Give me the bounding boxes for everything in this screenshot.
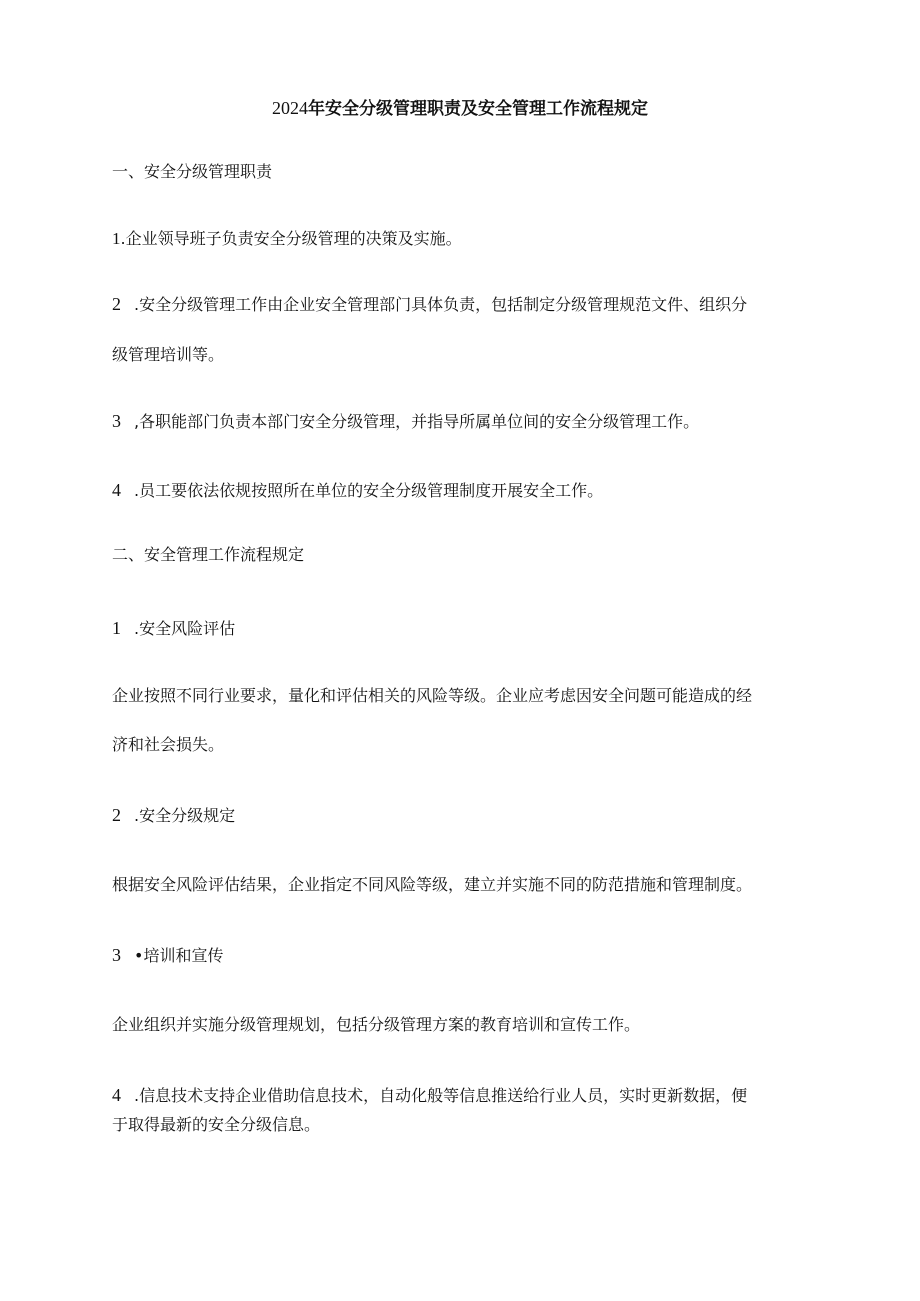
s2-item1-body-cont: 济和社会损失。	[112, 735, 225, 754]
s2-item1-num: 1	[112, 618, 121, 638]
s2-item3-num: 3	[112, 945, 121, 965]
section2-heading: 二、安全管理工作流程规定	[112, 545, 305, 564]
s1-item1-text: .企业领导班子负责安全分级管理的决策及实施。	[120, 229, 462, 248]
title-year: 2024	[272, 98, 308, 118]
s2-item1-heading	[112, 618, 808, 639]
s2-item2-num: 2	[112, 805, 121, 825]
s2-item4-title: .信息技术支持企业借助信息技术，自动化般等信息推送给行业人员，实时更新数据，便	[134, 1086, 748, 1105]
s2-item3-heading	[112, 945, 808, 966]
s1-item4-text: .员工要依法依规按照所在单位的安全分级管理制度开展安全工作。	[134, 481, 604, 500]
document-title	[0, 97, 920, 120]
s1-item1-num: 1	[112, 229, 121, 248]
s1-item2-cont: 级管理培训等。	[112, 345, 225, 364]
s2-item4-body-cont: 于取得最新的安全分级信息。	[112, 1115, 321, 1134]
s2-item3-title: •培训和宣传	[134, 946, 224, 965]
s1-item3	[112, 411, 808, 432]
s2-item2-body: 根据安全风险评估结果，企业指定不同风险等级，建立并实施不同的防范措施和管理制度。	[112, 875, 753, 894]
s2-item1-title: .安全风险评估	[134, 619, 236, 638]
s1-item2-text: .安全分级管理工作由企业安全管理部门具体负责，包括制定分级管理规范文件、组织分	[134, 295, 748, 314]
title-text: 年安全分级管理职责及安全管理工作流程规定	[308, 99, 648, 119]
s2-item1-body: 企业按照不同行业要求，量化和评估相关的风险等级。企业应考虑因安全问题可能造成的经	[112, 686, 753, 705]
s1-item2-num: 2	[112, 294, 121, 314]
section1-heading: 一、安全分级管理职责	[112, 162, 273, 181]
s1-item3-text: ,各职能部门负责本部门安全分级管理，并指导所属单位间的安全分级管理工作。	[134, 412, 700, 431]
s2-item4-heading	[112, 1085, 808, 1106]
s2-item2-heading	[112, 805, 808, 826]
s2-item4-num: 4	[112, 1085, 121, 1105]
s2-item3-body: 企业组织并实施分级管理规划，包括分级管理方案的教育培训和宣传工作。	[112, 1015, 641, 1034]
s1-item3-num: 3	[112, 411, 121, 431]
s2-item2-title: .安全分级规定	[134, 806, 236, 825]
s1-item4	[112, 480, 808, 501]
s1-item4-num: 4	[112, 480, 121, 500]
s1-item2	[112, 294, 808, 315]
s1-item1	[112, 229, 808, 249]
